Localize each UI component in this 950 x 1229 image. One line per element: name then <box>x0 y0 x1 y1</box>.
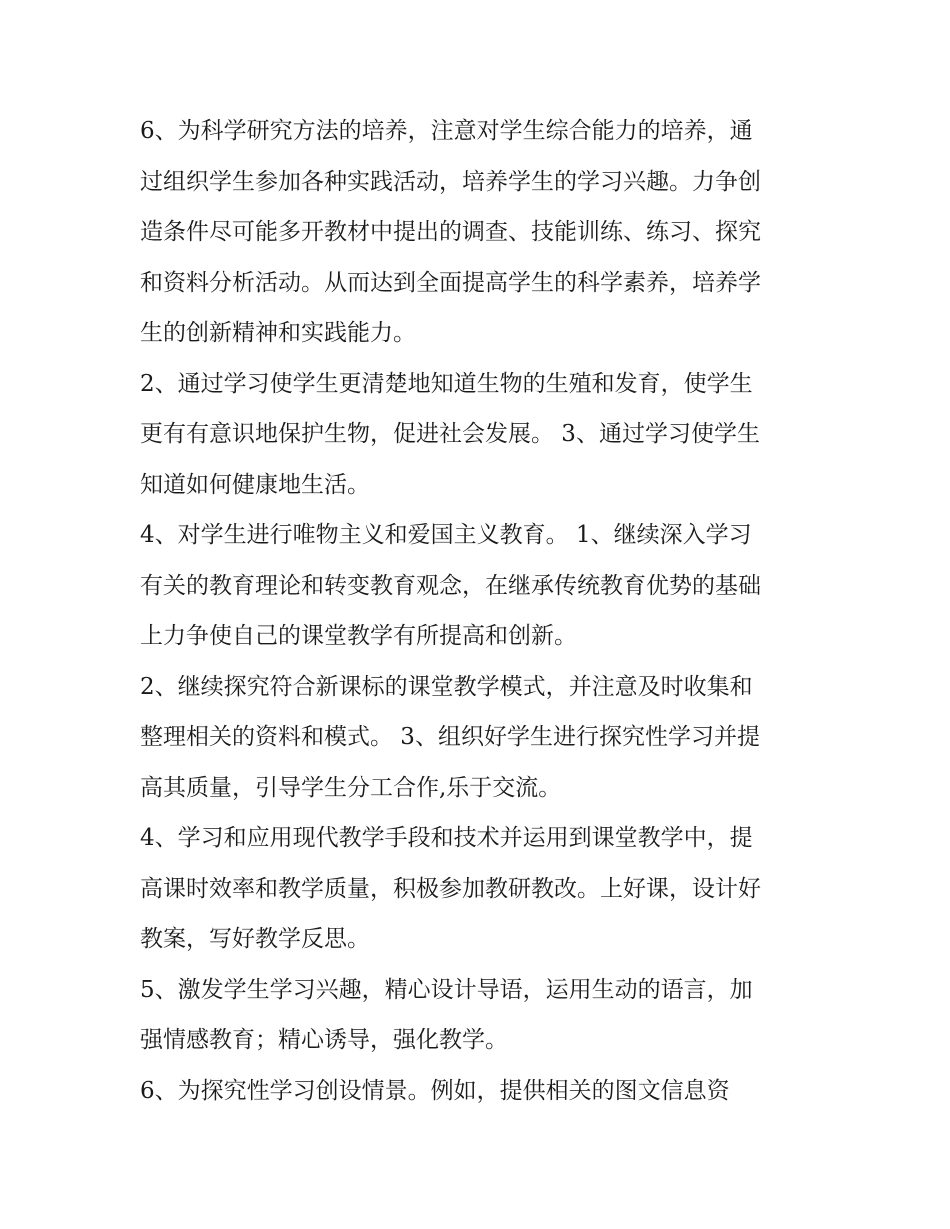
text-line: 教案，写好教学反思。 <box>140 926 370 952</box>
text-line: 5、激发学生学习兴趣，精心设计导语，运用生动的语言，加 <box>140 976 753 1003</box>
text-line: 造条件尽可能多开教材中提出的调查、技能训练、练习、探究 <box>140 219 761 245</box>
text-line: 整理相关的资料和模式。 3、组织好学生进行探究性学习并提 <box>140 724 760 750</box>
text-line: 更有有意识地保护生物，促进社会发展。 3、通过学习使学生 <box>140 421 760 447</box>
text-line: 4、对学生进行唯物主义和爱国主义教育。 1、继续深入学习 <box>140 522 752 548</box>
text-line: 和资料分析活动。从而达到全面提高学生的科学素养，培养学 <box>140 269 761 296</box>
text-line: 过组织学生参加各种实践活动，培养学生的学习兴趣。力争创 <box>140 168 761 195</box>
text-line: 6、为科学研究方法的培养，注意对学生综合能力的培养，通 <box>140 118 753 144</box>
text-line: 2、继续探究符合新课标的课堂教学模式，并注意及时收集和 <box>140 673 753 700</box>
text-line: 高课时效率和教学质量，积极参加教研教改。上好课，设计好 <box>140 875 761 902</box>
text-line: 4、学习和应用现代教学手段和技术并运用到课堂教学中，提 <box>140 825 753 851</box>
text-line: 上力争使自己的课堂教学有所提高和创新。 <box>140 623 577 649</box>
text-line: 2、通过学习使学生更清楚地知道生物的生殖和发育，使学生 <box>140 370 753 397</box>
text-line: 生的创新精神和实践能力。 <box>140 320 416 346</box>
text-line: 高其质量，引导学生分工合作,乐于交流。 <box>140 774 562 801</box>
text-line: 知道如何健康地生活。 <box>140 471 370 498</box>
text-line: 有关的教育理论和转变教育观念，在继承传统教育优势的基础 <box>140 572 761 599</box>
text-line: 6、为探究性学习创设情景。例如，提供相关的图文信息资 <box>140 1077 730 1104</box>
text-line: 强情感教育；精心诱导，强化教学。 <box>140 1027 508 1053</box>
